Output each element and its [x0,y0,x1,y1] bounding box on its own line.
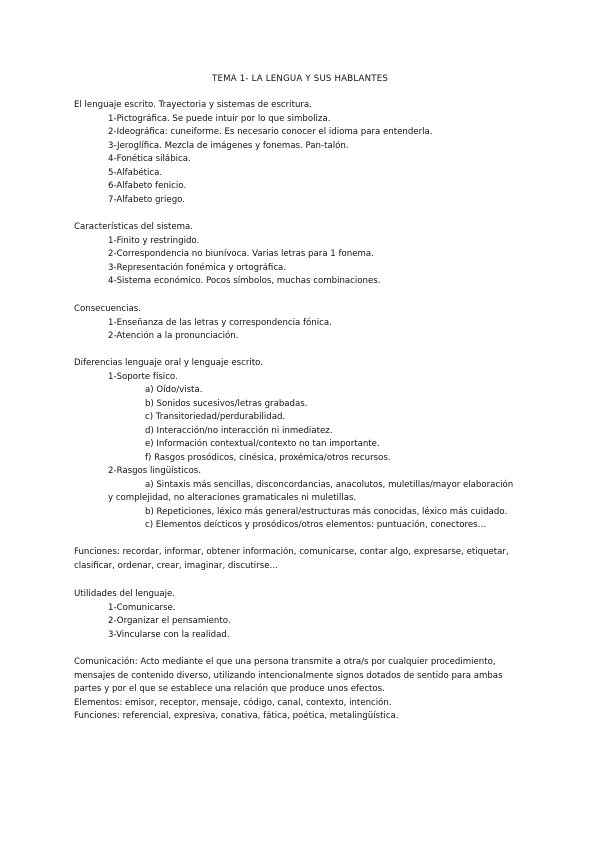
list-item: 4-Sistema económico. Pocos símbolos, muchas combinaciones. [108,276,381,286]
list-subitem-continuation: y complejidad, no alteraciones gramaticales ni muletillas. [108,493,357,503]
list-item: 1-Enseñanza de las letras y correspondencia fónica. [108,317,332,328]
page-title: TEMA 1- LA LENGUA Y SUS HABLANTES [212,74,388,84]
section-utilidades [74,588,530,642]
section-heading: El lenguaje escrito. Trayectoria y sistemas de escritura. [74,100,312,110]
list-item: 1-Finito y restringido. [108,235,200,246]
list-item: 6-Alfabeto fenicio. [108,181,187,191]
funciones-paragraph: Funciones: recordar, informar, obtener información, comunicarse, contar algo, expresarse, etiquetar, clasificar, ordenar, crear, imaginar, discutirse… [74,547,509,571]
list-item: 3-Vincularse con la realidad. [108,629,230,640]
list-item: 7-Alfabeto griego. [108,194,185,205]
list-subitem: d) Interacción/no interacción ni inmediatez. [145,425,333,436]
list-item: 2-Ideográfica: cuneiforme. Es necesario conocer el idioma para entenderla. [108,127,433,137]
list-item: 3-Jeroglífica. Mezcla de imágenes y fonemas. Pan-talón. [108,140,349,151]
section-escritura [74,99,530,207]
list-item: 4-Fonética silábica. [108,154,191,164]
list-subitem: a) Oído/vista. [145,385,203,395]
list-item: 2-Atención a la pronunciación. [108,331,239,341]
list-item: 3-Representación fonémica y ortográfica. [108,262,287,273]
section-diferencias [74,357,530,533]
section-heading: Diferencias lenguaje oral y lenguaje escrito. [74,358,263,368]
section-heading: Características del sistema. [74,222,194,232]
list-item: 1-Pictográfica. Se puede intuir por lo que simboliza. [108,113,331,124]
list-subitem: f) Rasgos prosódicos, cinésica, proxémica/otros recursos. [145,452,391,463]
list-item: 2-Organizar el pensamiento. [108,616,231,626]
section-heading: Utilidades del lenguaje. [74,589,176,599]
list-item: 2-Correspondencia no biunívoca. Varias letras para 1 fonema. [108,249,374,259]
section-comunicacion [74,656,530,724]
list-item: 1-Comunicarse. [108,602,176,613]
section-heading: Consecuencias. [74,304,141,314]
comunicacion-paragraph: Comunicación: Acto mediante el que una persona transmite a otra/s por cualquier procedimiento, mensajes de contenido diverso, utilizando intencionalmente signos dotados de sentido para ambas partes y por el que se establece una relación que produce unos efectos. [74,657,503,694]
list-subitem: b) Repeticiones, léxico más general/estructuras más conocidas, léxico más cuidado. [145,506,508,517]
funciones-line: Funciones: referencial, expresiva, conativa, fática, poética, metalingüística. [74,711,399,721]
list-item: 2-Rasgos lingüísticos. [108,466,201,476]
list-item: 5-Alfabética. [108,167,163,178]
elementos-line: Elementos: emisor, receptor, mensaje, código, canal, contexto, intención. [74,697,392,708]
list-subitem: a) Sintaxis más sencillas, disconcordancias, anacolutos, muletillas/mayor elaboración [145,479,514,490]
list-subitem: e) Información contextual/contexto no tan importante. [145,439,380,449]
list-item: 1-Soporte físico. [108,371,178,382]
section-caracteristicas [74,221,530,289]
list-subitem: c) Elementos deícticos y prosódicos/otros elementos: puntuación, conectores… [145,520,487,530]
section-consecuencias [74,303,530,344]
list-subitem: b) Sonidos sucesivos/letras grabadas. [145,398,308,409]
list-subitem: c) Transitoriedad/perdurabilidad. [145,412,286,422]
